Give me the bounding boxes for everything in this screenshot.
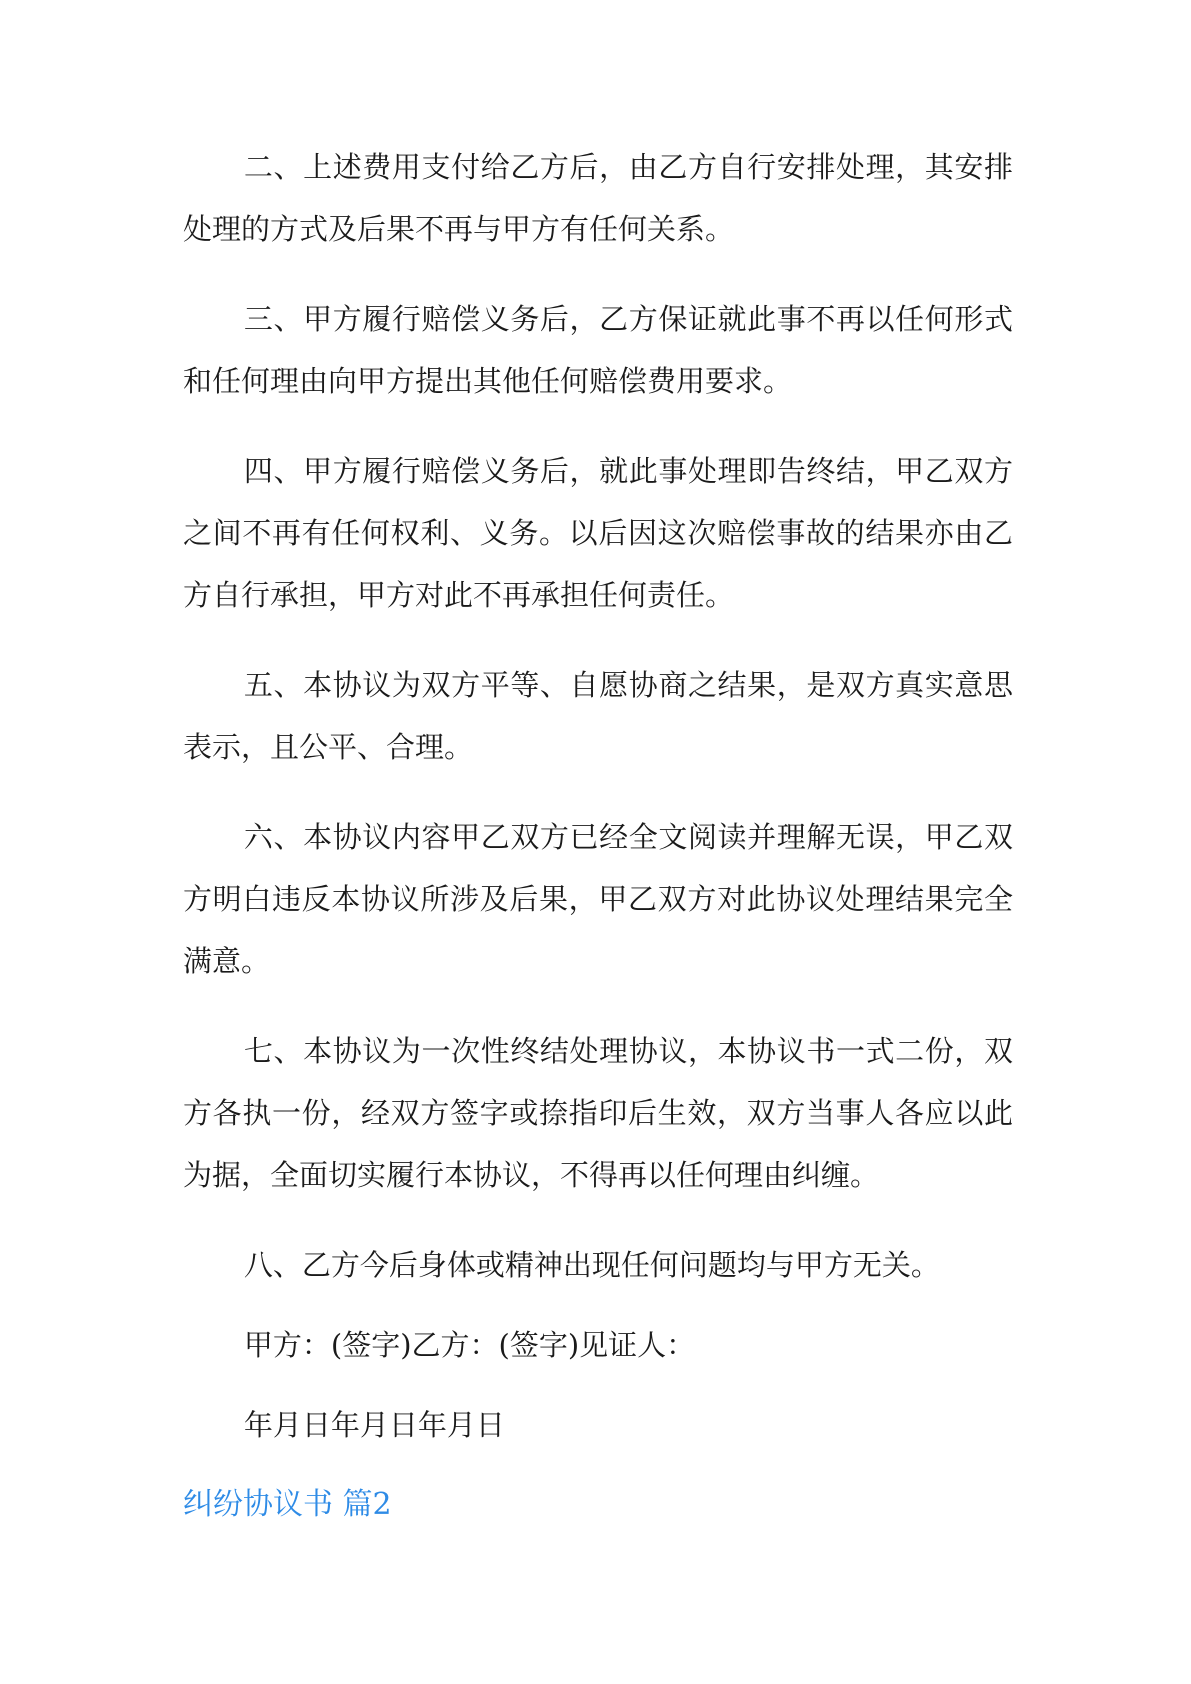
clause-3: 三、甲方履行赔偿义务后，乙方保证就此事不再以任何形式和任何理由向甲方提出其他任何赔偿费用要求。 [183, 302, 1013, 398]
clause-2: 二、上述费用支付给乙方后，由乙方自行安排处理，其安排处理的方式及后果不再与甲方有任何关系。 [183, 150, 1013, 246]
clause-5: 五、本协议为双方平等、自愿协商之结果，是双方真实意思表示，且公平、合理。 [183, 668, 1013, 764]
clause-7: 七、本协议为一次性终结处理协议，本协议书一式二份，双方各执一份，经双方签字或捺指印后生效，双方当事人各应以此为据，全面切实履行本协议，不得再以任何理由纠缠。 [183, 1034, 1013, 1192]
signature-line: 甲方：(签字)乙方：(签字)见证人： [243, 1328, 696, 1362]
clause-8: 八、乙方今后身体或精神出现任何问题均与甲方无关。 [243, 1248, 940, 1282]
document-body [183, 136, 1013, 1536]
section-heading-part-2[interactable]: 纠纷协议书 篇2 [183, 1487, 392, 1522]
clause-6: 六、本协议内容甲乙双方已经全文阅读并理解无误，甲乙双方明白违反本协议所涉及后果，甲乙双方对此协议处理结果完全满意。 [183, 820, 1013, 978]
date-line: 年月日年月日年月日 [243, 1408, 505, 1442]
clause-4: 四、甲方履行赔偿义务后，就此事处理即告终结，甲乙双方之间不再有任何权利、义务。以后因这次赔偿事故的结果亦由乙方自行承担，甲方对此不再承担任何责任。 [183, 454, 1013, 612]
